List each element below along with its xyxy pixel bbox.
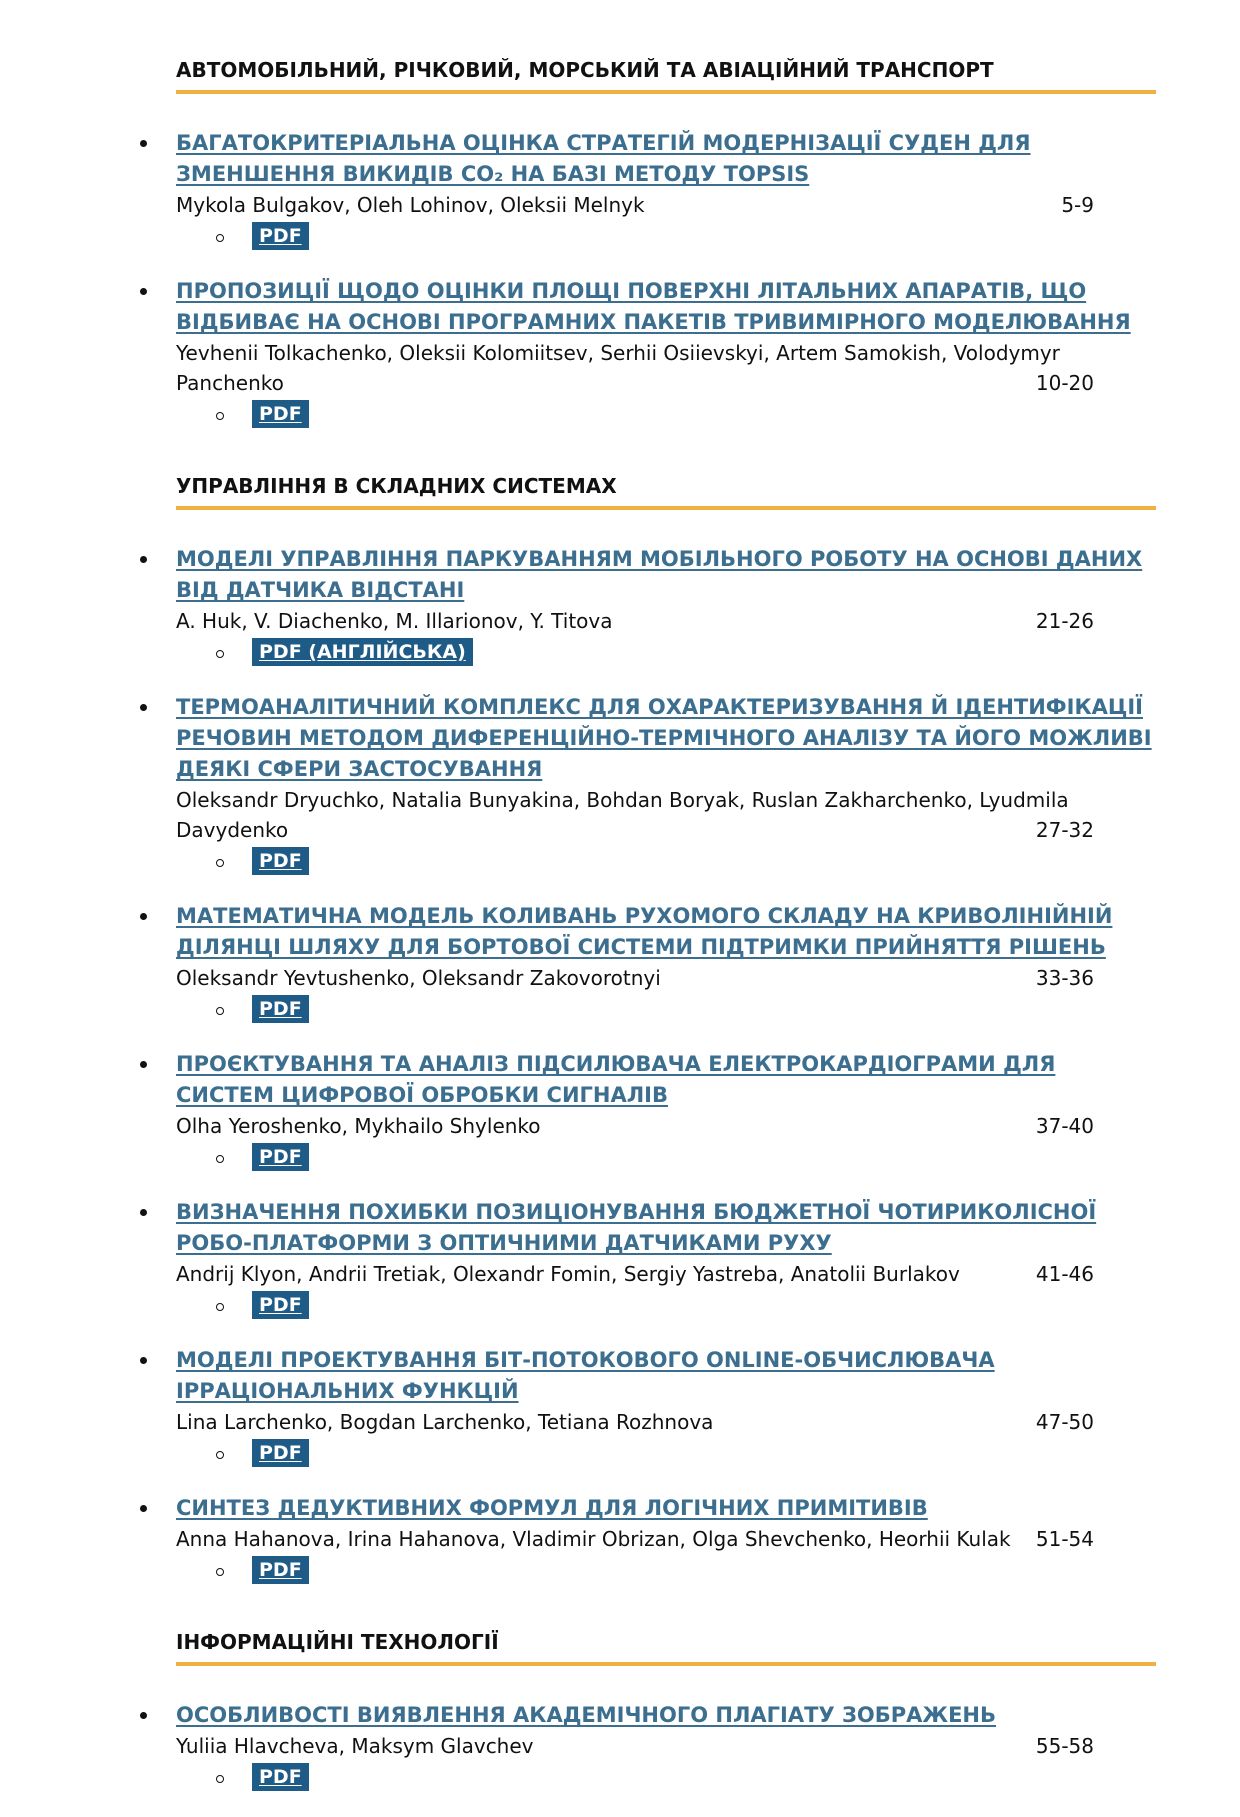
pdf-download-link[interactable]: PDF — [252, 1143, 309, 1171]
article-item — [130, 1493, 1160, 1588]
pdf-download-link[interactable]: PDF — [252, 1556, 309, 1584]
article-pages: 33-36 — [1035, 966, 1094, 990]
bullet-icon — [140, 1505, 147, 1512]
article-item — [130, 1345, 1160, 1471]
article-list — [130, 1700, 1160, 1795]
bullet-icon — [140, 288, 147, 295]
article-pages: 41-46 — [1035, 1262, 1094, 1286]
article-item — [130, 901, 1160, 1027]
article-authors: Yuliia Hlavcheva, Maksym Glavchev — [176, 1734, 534, 1758]
section — [130, 1628, 1160, 1795]
article-list — [130, 128, 1160, 432]
article-pages: 5-9 — [1061, 193, 1094, 217]
article-title-link[interactable]: ПРОЄКТУВАННЯ ТА АНАЛІЗ ПІДСИЛЮВАЧА ЕЛЕКТРОКАРДІОГРАМИ ДЛЯ СИСТЕМ ЦИФРОВОЇ ОБРОБКИ СИГНАЛІВ — [176, 1052, 1056, 1107]
article-title-link[interactable]: ОСОБЛИВОСТІ ВИЯВЛЕННЯ АКАДЕМІЧНОГО ПЛАГІАТУ ЗОБРАЖЕНЬ — [176, 1703, 997, 1727]
hollow-bullet-icon — [216, 1007, 224, 1015]
section-title: УПРАВЛІННЯ В СКЛАДНИХ СИСТЕМАХ — [176, 472, 1156, 510]
section — [130, 56, 1160, 432]
article-authors: Andrij Klyon, Andrii Tretiak, Olexandr Fomin, Sergiy Yastreba, Anatolii Burlakov — [176, 1262, 960, 1286]
article-authors: Olha Yeroshenko, Mykhailo Shylenko — [176, 1114, 541, 1138]
pdf-download-link[interactable]: PDF — [252, 1763, 309, 1791]
article-title-link[interactable]: МОДЕЛІ УПРАВЛІННЯ ПАРКУВАННЯМ МОБІЛЬНОГО РОБОТУ НА ОСНОВІ ДАНИХ ВІД ДАТЧИКА ВІДСТАНІ — [176, 547, 1143, 602]
bullet-icon — [140, 1209, 147, 1216]
article-pages: 37-40 — [1035, 1114, 1094, 1138]
authors-row — [176, 785, 1094, 845]
article-authors: Lina Larchenko, Bogdan Larchenko, Tetiana Rozhnova — [176, 1410, 714, 1434]
article-list — [130, 544, 1160, 1588]
bullet-icon — [140, 913, 147, 920]
pdf-download-link[interactable]: PDF — [252, 847, 309, 875]
authors-row — [176, 1259, 1094, 1289]
article-authors: Oleksandr Yevtushenko, Oleksandr Zakovorotnyi — [176, 966, 661, 990]
bullet-icon — [140, 1357, 147, 1364]
article-title-link[interactable]: БАГАТОКРИТЕРІАЛЬНА ОЦІНКА СТРАТЕГІЙ МОДЕРНІЗАЦІЇ СУДЕН ДЛЯ ЗМЕНШЕННЯ ВИКИДІВ СО₂ НА БАЗІ МЕТОДУ TOPSIS — [176, 131, 1031, 186]
article-authors: Oleksandr Dryuchko, Natalia Bunyakina, Bohdan Boryak, Ruslan Zakharchenko, Lyudmila Davydenko — [176, 788, 1069, 842]
hollow-bullet-icon — [216, 1155, 224, 1163]
article-title-link[interactable]: МАТЕМАТИЧНА МОДЕЛЬ КОЛИВАНЬ РУХОМОГО СКЛАДУ НА КРИВОЛІНІЙНІЙ ДІЛЯНЦІ ШЛЯХУ ДЛЯ БОРТОВОЇ СИСТЕМИ ПІДТРИМКИ ПРИЙНЯТТЯ РІШЕНЬ — [176, 904, 1113, 959]
pdf-download-link[interactable]: PDF — [252, 400, 309, 428]
section-spacer — [130, 1610, 1160, 1628]
article-item — [130, 128, 1160, 254]
article-authors: Anna Hahanova, Irina Hahanova, Vladimir Obrizan, Olga Shevchenko, Heorhii Kulak — [176, 1527, 1011, 1551]
authors-row — [176, 606, 1094, 636]
article-item — [130, 1197, 1160, 1323]
authors-row — [176, 1524, 1094, 1554]
pdf-row — [176, 400, 1160, 432]
hollow-bullet-icon — [216, 1303, 224, 1311]
authors-row — [176, 1731, 1094, 1761]
pdf-download-link[interactable]: PDF — [252, 1439, 309, 1467]
article-title-link[interactable]: ВИЗНАЧЕННЯ ПОХИБКИ ПОЗИЦІОНУВАННЯ БЮДЖЕТНОЇ ЧОТИРИКОЛІСНОЇ РОБО-ПЛАТФОРМИ З ОПТИЧНИМИ ДАТЧИКАМИ РУХУ — [176, 1200, 1097, 1255]
authors-row — [176, 963, 1094, 993]
hollow-bullet-icon — [216, 650, 224, 658]
article-pages: 55-58 — [1035, 1734, 1094, 1758]
hollow-bullet-icon — [216, 859, 224, 867]
pdf-download-link[interactable]: PDF (АНГЛІЙСЬКА) — [252, 638, 473, 666]
table-of-contents — [130, 56, 1160, 1817]
section — [130, 472, 1160, 1588]
pdf-row — [176, 1143, 1160, 1175]
section-title: АВТОМОБІЛЬНИЙ, РІЧКОВИЙ, МОРСЬКИЙ ТА АВІАЦІЙНИЙ ТРАНСПОРТ — [176, 56, 1156, 94]
authors-row — [176, 338, 1094, 398]
article-pages: 51-54 — [1035, 1527, 1094, 1551]
hollow-bullet-icon — [216, 234, 224, 242]
article-pages: 47-50 — [1035, 1410, 1094, 1434]
article-title-link[interactable]: МОДЕЛІ ПРОЕКТУВАННЯ БІТ-ПОТОКОВОГО ONLINE-ОБЧИСЛЮВАЧА ІРРАЦІОНАЛЬНИХ ФУНКЦІЙ — [176, 1348, 995, 1403]
pdf-row — [176, 1291, 1160, 1323]
pdf-row — [176, 847, 1160, 879]
authors-row — [176, 1111, 1094, 1141]
pdf-row — [176, 222, 1160, 254]
article-title-link[interactable]: СИНТЕЗ ДЕДУКТИВНИХ ФОРМУЛ ДЛЯ ЛОГІЧНИХ ПРИМІТИВІВ — [176, 1496, 928, 1520]
hollow-bullet-icon — [216, 1568, 224, 1576]
hollow-bullet-icon — [216, 1451, 224, 1459]
article-title-link[interactable]: ТЕРМОАНАЛІТИЧНИЙ КОМПЛЕКС ДЛЯ ОХАРАКТЕРИЗУВАННЯ Й ІДЕНТИФІКАЦІЇ РЕЧОВИН МЕТОДОМ ДИФЕРЕНЦІЙНО-ТЕРМІЧНОГО АНАЛІЗУ ТА ЙОГО МОЖЛИВІ ДЕЯКІ СФЕРИ ЗАСТОСУВАННЯ — [176, 695, 1152, 781]
article-title-link[interactable]: ПРОПОЗИЦІЇ ЩОДО ОЦІНКИ ПЛОЩІ ПОВЕРХНІ ЛІТАЛЬНИХ АПАРАТІВ, ЩО ВІДБИВАЄ НА ОСНОВІ ПРОГРАМНИХ ПАКЕТІВ ТРИВИМІРНОГО МОДЕЛЮВАННЯ — [176, 279, 1131, 334]
section-spacer — [130, 454, 1160, 472]
article-pages: 21-26 — [1035, 609, 1094, 633]
authors-row — [176, 190, 1094, 220]
bullet-icon — [140, 1712, 147, 1719]
article-item — [130, 276, 1160, 432]
article-item — [130, 1049, 1160, 1175]
pdf-download-link[interactable]: PDF — [252, 995, 309, 1023]
bullet-icon — [140, 1061, 147, 1068]
article-authors: A. Huk, V. Diachenko, M. Illarionov, Y. Titova — [176, 609, 613, 633]
pdf-row — [176, 995, 1160, 1027]
article-pages: 27-32 — [1035, 818, 1094, 842]
hollow-bullet-icon — [216, 412, 224, 420]
article-authors: Mykola Bulgakov, Oleh Lohinov, Oleksii Melnyk — [176, 193, 645, 217]
pdf-download-link[interactable]: PDF — [252, 1291, 309, 1319]
section-title: ІНФОРМАЦІЙНІ ТЕХНОЛОГІЇ — [176, 1628, 1156, 1666]
article-authors: Yevhenii Tolkachenko, Oleksii Kolomiitsev, Serhii Osiievskyi, Artem Samokish, Volodymyr Panchenko — [176, 341, 1060, 395]
pdf-download-link[interactable]: PDF — [252, 222, 309, 250]
bullet-icon — [140, 556, 147, 563]
article-item — [130, 692, 1160, 879]
pdf-row — [176, 638, 1160, 670]
article-pages: 10-20 — [1035, 371, 1094, 395]
article-item — [130, 1700, 1160, 1795]
pdf-row — [176, 1439, 1160, 1471]
hollow-bullet-icon — [216, 1775, 224, 1783]
pdf-row — [176, 1763, 1160, 1795]
authors-row — [176, 1407, 1094, 1437]
bullet-icon — [140, 140, 147, 147]
bullet-icon — [140, 704, 147, 711]
pdf-row — [176, 1556, 1160, 1588]
article-item — [130, 544, 1160, 670]
